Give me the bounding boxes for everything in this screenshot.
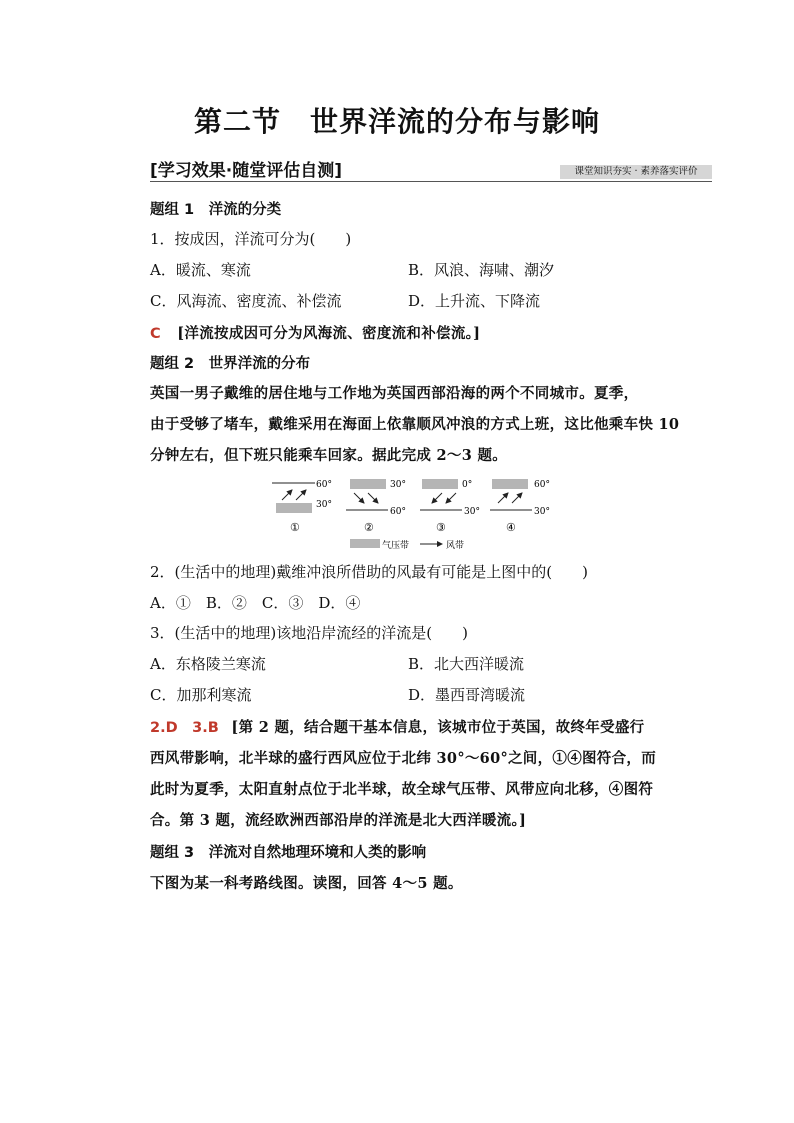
figure-panel-1 (272, 480, 332, 534)
answer-explanation-line: [第 2 题，结合题干基本信息，该城市位于英国，故终年受盛行 (231, 719, 645, 736)
q3-option-c: C．加那利寒流 (150, 686, 252, 704)
q2-q3-answer-letters: 2.D 3.B (150, 720, 219, 736)
legend-wind-label: 风带 (446, 541, 465, 551)
answer-explanation-line: 西风带影响，北半球的盛行西风应位于北纬 30°～60°之间，①④图符合，而 (150, 750, 657, 767)
group2-intro-line: 英国一男子戴维的居住地与工作地为英国西部沿海的两个不同城市。夏季， (150, 385, 639, 402)
q1-answer-letter: C (150, 326, 161, 342)
q2-stem: 2．(生活中的地理)戴维冲浪所借助的风最有可能是上图中的( ) (150, 563, 588, 581)
panel3-number: ③ (436, 521, 446, 534)
q3-option-d: D．墨西哥湾暖流 (408, 686, 526, 704)
section-divider (150, 181, 712, 182)
q1-stem: 1．按成因，洋流可分为( ) (150, 230, 352, 248)
answer-explanation-line: 此时为夏季，太阳直射点位于北半球，故全球气压带、风带应向北移，④图符 (150, 781, 654, 798)
legend-pressure-label: 气压带 (382, 541, 410, 551)
q1-answer (150, 322, 480, 343)
figure-panel-4 (490, 479, 550, 534)
figure-panel-3 (420, 479, 480, 534)
panel2-top-label: 30° (390, 480, 406, 490)
q3-option-a: A．东格陵兰寒流 (150, 655, 266, 673)
group3-heading: 题组 3 洋流对自然地理环境和人类的影响 (150, 845, 427, 861)
q1-option-d: D．上升流、下降流 (408, 292, 541, 310)
q1-answer-explanation: [洋流按成因可分为风海流、密度流和补偿流。] (177, 325, 481, 342)
panel3-top-label: 0° (462, 480, 473, 490)
q1-option-c: C．风海流、密度流、补偿流 (150, 292, 342, 310)
q1-option-a: A．暖流、寒流 (150, 261, 251, 279)
answer-explanation-line: 合。第 3 题，流经欧洲西部沿岸的洋流是北大西洋暖流。] (150, 812, 527, 829)
q2-options: A．① B．② C．③ D．④ (150, 594, 361, 612)
group1-heading: 题组 1 洋流的分类 (150, 202, 282, 218)
panel2-number: ② (364, 521, 374, 534)
panel2-bottom-label: 60° (390, 507, 406, 517)
panel4-number: ④ (506, 521, 516, 534)
group2-heading: 题组 2 世界洋流的分布 (150, 356, 311, 372)
panel1-bottom-label: 30° (316, 500, 332, 510)
figure-legend (350, 539, 464, 551)
group2-intro-line: 由于受够了堵车，戴维采用在海面上依靠顺风冲浪的方式上班，这比他乘车快 10 (150, 416, 680, 433)
group3-intro: 下图为某一科考路线图。读图，回答 4～5 题。 (150, 875, 463, 892)
page-title: 第二节 世界洋流的分布与影响 (193, 105, 600, 138)
group2-intro-line: 分钟左右，但下班只能乘车回家。据此完成 2～3 题。 (150, 447, 508, 464)
panel4-bottom-label: 30° (534, 507, 550, 517)
q3-option-b: B．北大西洋暖流 (408, 655, 525, 673)
q2-q3-answer (150, 716, 644, 737)
q3-stem: 3．(生活中的地理)该地沿岸流经的洋流是( ) (150, 624, 468, 642)
panel4-top-label: 60° (534, 480, 550, 490)
section-header: [学习效果·随堂评估自测] (150, 161, 342, 181)
panel1-top-label: 60° (316, 480, 332, 490)
panel1-number: ① (290, 521, 300, 534)
figure-panel-2 (346, 479, 406, 534)
section-tag: 课堂知识夯实 · 素养落实评价 (560, 165, 712, 179)
panel3-bottom-label: 30° (464, 507, 480, 517)
wind-belt-figure (270, 473, 560, 559)
wind-belt-diagram (270, 473, 560, 555)
q1-option-b: B．风浪、海啸、潮汐 (408, 261, 555, 279)
